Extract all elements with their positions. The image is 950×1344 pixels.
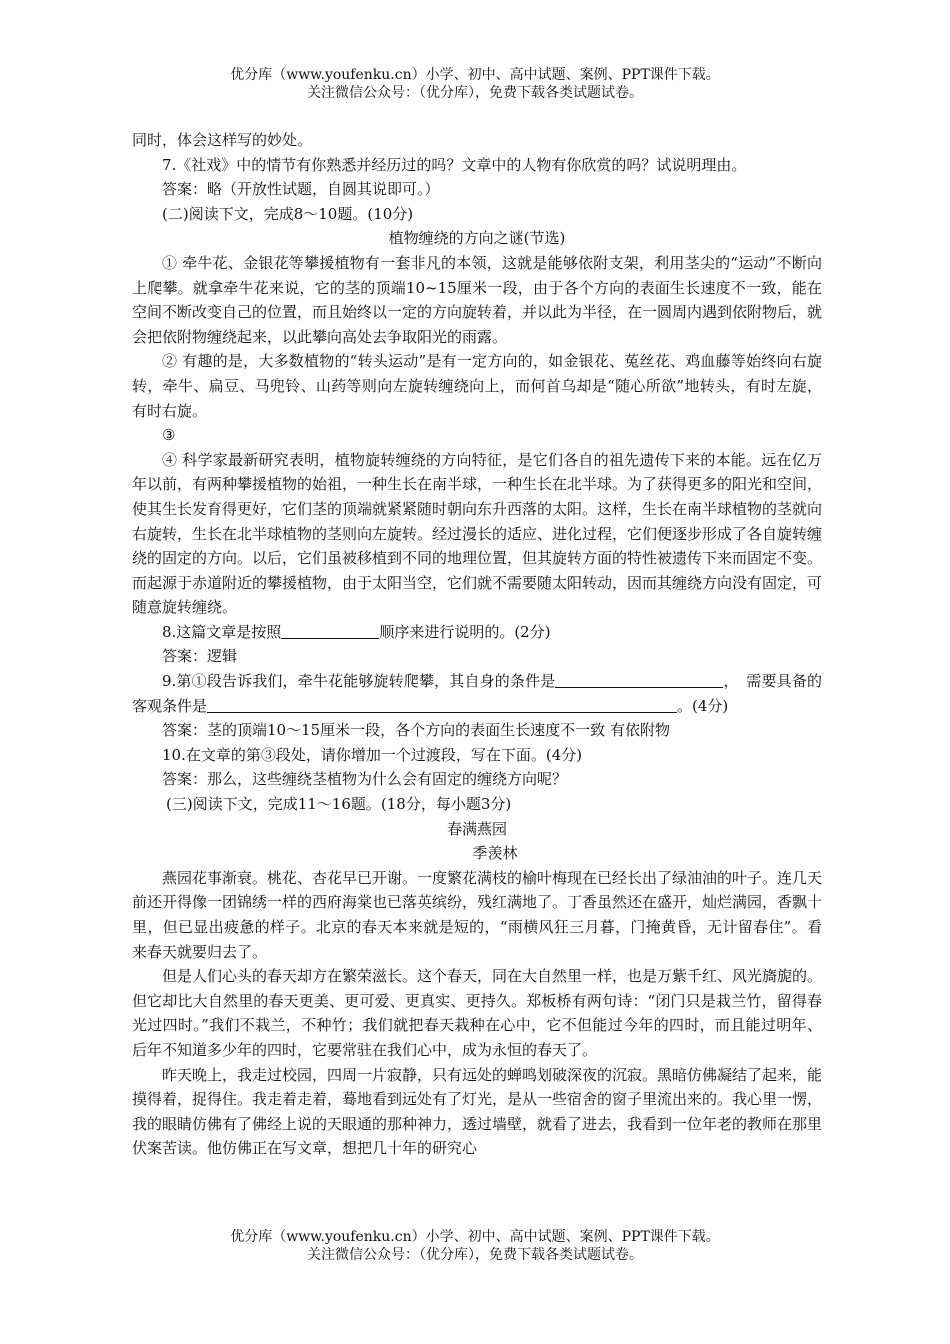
question-7: 7.《社戏》中的情节有你熟悉并经历过的吗？文章中的人物有你欣赏的吗？试说明理由。 xyxy=(162,155,747,174)
answer-9: 答案：茎的顶端10～15厘米一段，各个方向的表面生长速度不一致 有依附物 xyxy=(162,721,670,740)
article-1-title: 植物缠绕的方向之谜(节选) xyxy=(388,229,566,248)
page-header xyxy=(0,66,950,102)
continued-line: 同时，体会这样写的妙处。 xyxy=(132,131,313,149)
section-2-heading: (二)阅读下文，完成8～10题。(10分) xyxy=(162,204,414,223)
answer-blank xyxy=(555,671,723,688)
question-9 xyxy=(132,669,822,718)
question-10: 10.在文章的第③段处，请你增加一个过渡段，写在下面。(4分) xyxy=(162,745,583,764)
header-line-2: 关注微信公众号：（优分库），免费下载各类试题试卷。 xyxy=(307,85,643,101)
question-8 xyxy=(132,620,822,645)
article-2-paragraph-1: 燕园花事渐衰。桃花、杏花早已开谢。一度繁花满枝的榆叶梅现在已经长出了绿油油的叶子。连几天前还开得像一团锦绣一样的西府海棠也已落英缤纷，残红满地了。丁香虽然还在盛开，灿烂满园，香飘十里，但已显出疲惫的样子。北京的春天本来就是短的，“雨横风狂三月暮，门掩黄昏，无计留春住”。看来春天就要归去了。 xyxy=(132,868,823,961)
answer-8: 答案：逻辑 xyxy=(162,647,238,666)
article-2-author: 季羡林 xyxy=(472,844,518,863)
article-1-paragraph-1: ① 牵牛花、金银花等攀援植物有一套非凡的本领，这就是能够依附支架，利用茎尖的“运动”不断向上爬攀。就拿牵牛花来说，它的茎的顶端10~15厘米一段，由于各个方向的表面生长速度不一致，能在空间不断改变自己的位置，而且始终以一定的方向旋转着，并以此为半径，在一圆周内遇到依附物后，就会把依附物缠绕起来，以此攀向高处去争取阳光的雨露。 xyxy=(132,253,823,346)
question-9-middle: ， 需要具备的客观条件是 xyxy=(132,672,822,715)
question-8-prefix: 8.这篇文章是按照 xyxy=(162,622,282,641)
answer-blank xyxy=(207,696,677,713)
document-body xyxy=(132,128,822,1161)
footer-line-2: 关注微信公众号：（优分库），免费下载各类试题试卷。 xyxy=(307,1247,643,1263)
question-9-prefix: 9.第①段告诉我们，牵牛花能够旋转爬攀，其自身的条件是 xyxy=(162,672,556,691)
article-2-paragraph-2: 但是人们心头的春天却方在繁荣滋长。这个春天，同在大自然里一样，也是万紫千红、风光旖旎的。但它却比大自然里的春天更美、更可爱、更真实、更持久。郑板桥有两句诗：“闭门只是栽兰竹，留得春光过四时。”我们不栽兰，不种竹；我们就把春天栽种在心中，它不但能过今年的四时，而且能过明年、后年不知道多少年的四时，它要常驻在我们心中，成为永恒的春天了。 xyxy=(132,967,823,1059)
question-8-suffix: 顺序来进行说明的。(2分) xyxy=(379,622,551,641)
article-2-paragraph-3: 昨天晚上，我走过校园，四周一片寂静，只有远处的蝉鸣划破深夜的沉寂。黑暗仿佛凝结了起来，能摸得着，捉得住。我走着走着，蓦地看到远处有了灯光，是从一些宿舍的窗子里流出来的。我心里一愣，我的眼睛仿佛有了佛经上说的天眼通的那种神力，透过墙壁，就看了进去，我看到一位年老的教师在那里伏案苦读。他仿佛正在写文章，想把几十年的研究心 xyxy=(132,1065,823,1158)
article-1-paragraph-3: ③ xyxy=(162,426,176,445)
footer-line-1: 优分库（www.youfenku.cn）小学、初中、高中试题、案例、PPT课件下载。 xyxy=(230,1229,720,1245)
article-2-title: 春满燕园 xyxy=(446,819,507,838)
answer-7: 答案：略（开放性试题，自圆其说即可。） xyxy=(162,180,440,199)
header-line-1: 优分库（www.youfenku.cn）小学、初中、高中试题、案例、PPT课件下载。 xyxy=(230,67,720,83)
answer-blank xyxy=(281,622,379,639)
article-1-paragraph-2: ② 有趣的是，大多数植物的“转头运动”是有一定方向的，如金银花、菟丝花、鸡血藤等始终向右旋转，牵牛、扁豆、马兜铃、山药等则向左旋转缠绕向上，而何首乌却是“随心所欲”地转头，有时左旋，有时右旋。 xyxy=(132,352,822,420)
question-9-suffix: 。(4分) xyxy=(677,696,729,715)
article-1-paragraph-4: ④ 科学家最新研究表明，植物旋转缠绕的方向特征，是它们各自的祖先遗传下来的本能。远在亿万年以前，有两种攀援植物的始祖，一种生长在南半球，一种生长在北半球。为了获得更多的阳光和空间，使其生长发育得更好，它们茎的顶端就紧紧随时朝向东升西落的太阳。这样，生长在南半球植物的茎就向右旋转，生长在北半球植物的茎则向左旋转。经过漫长的适应、进化过程，它们便逐步形成了各自旋转缠绕的固定的方向。以后，它们虽被移植到不同的地理位置，但其旋转方面的特性被遗传下来而固定不变。而起源于赤道附近的攀援植物，由于太阳当空，它们就不需要随太阳转动，因而其缠绕方向没有固定，可随意旋转缠绕。 xyxy=(132,450,823,617)
answer-10: 答案：那么，这些缠绕茎植物为什么会有固定的缠绕方向呢？ xyxy=(162,770,568,789)
section-3-heading: (三)阅读下文，完成11～16题。(18分，每小题3分) xyxy=(166,795,512,814)
page-footer xyxy=(0,1228,950,1264)
